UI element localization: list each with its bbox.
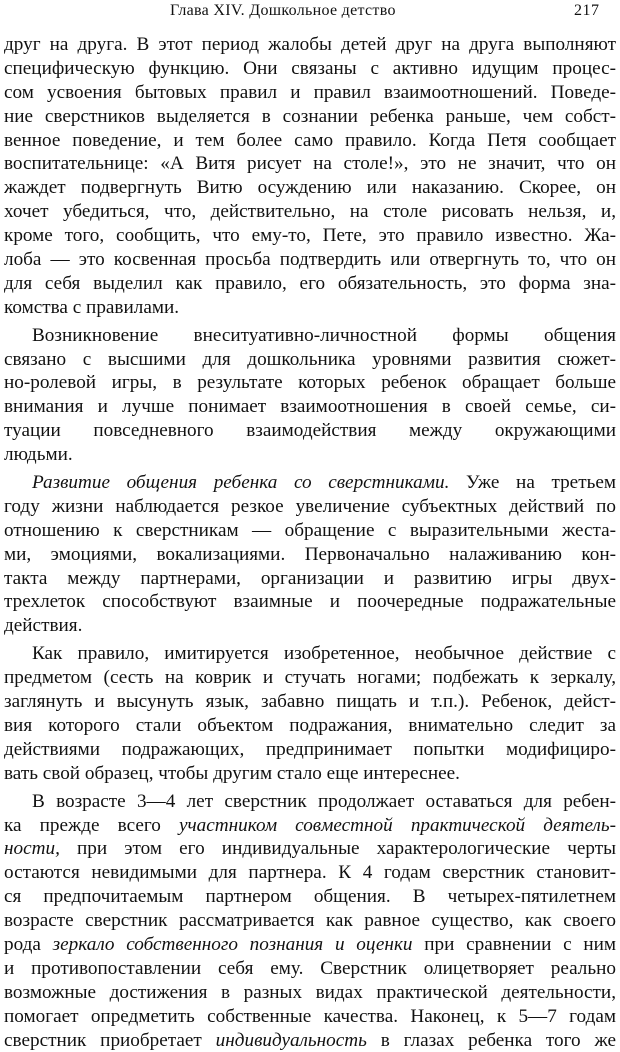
text-run: вать свой образец, чтобы другим стало еще интереснее. <box>4 762 460 784</box>
text-line <box>4 272 616 296</box>
text-run: году жизни наблюдается резкое увеличение субъектных действий по <box>4 495 616 517</box>
text-line <box>4 519 616 543</box>
text-line <box>4 248 616 272</box>
text-line <box>4 176 616 200</box>
text-line <box>4 395 616 419</box>
text-run: ние сверстников выделяется в сознании ребенка раньше, чем собст- <box>4 105 616 127</box>
text-run: возрасте сверстник рассматривается как равное существо, как своего <box>4 910 616 932</box>
text-run: В возрасте 3—4 лет сверстник продолжает оставаться для ребен- <box>32 790 616 812</box>
italic-text: зеркало собственного познания и оценки <box>52 933 413 955</box>
text-line <box>4 614 616 638</box>
text-run: вия которого стали объектом подражания, внимательно следит за <box>4 714 616 736</box>
text-run: заглянуть и высунуть язык, забавно пищать и т.п.). Ребенок, дейст- <box>4 691 616 713</box>
body-text <box>4 33 616 1052</box>
text-line <box>4 642 616 666</box>
text-line <box>4 714 616 738</box>
text-run: помогает опредметить собственные качества. Наконец, к 5—7 годам <box>4 1005 616 1027</box>
text-run: возможные достижения в разных видах практической деятельности, <box>4 981 616 1003</box>
text-run: остаются невидимыми для партнера. К 4 годам сверстник становит- <box>4 862 616 884</box>
text-run: ка прежде всего <box>4 814 179 836</box>
text-line <box>4 33 616 57</box>
text-run: жаждет подвергнуть Витю осуждению или наказанию. Скорее, он <box>4 177 616 199</box>
italic-text: индивидуальность <box>215 1029 367 1051</box>
text-line <box>4 81 616 105</box>
text-line <box>4 981 616 1005</box>
text-run: внимания и лучше понимает взаимоотношения в своей семье, си- <box>4 396 616 418</box>
text-run: при сравнении с ним <box>412 933 616 955</box>
text-line <box>4 885 616 909</box>
text-run: комства с правилами. <box>4 296 180 318</box>
text-line <box>4 152 616 176</box>
text-line <box>4 443 616 467</box>
text-run: предметом (сесть на коврик и стучать ногами; подбежать к зеркалу, <box>4 667 616 689</box>
text-line <box>4 690 616 714</box>
text-run: ся предпочитаемым партнером общения. В четырех-пятилетнем <box>4 886 616 908</box>
text-line <box>4 419 616 443</box>
text-run: специфическую функцию. Они связаны с активно идущим процес- <box>4 57 616 79</box>
text-run: венное поведение, и тем более само правило. Когда Петя сообщает <box>4 129 616 151</box>
text-line <box>4 590 616 614</box>
text-line <box>4 861 616 885</box>
text-line <box>4 105 616 129</box>
text-run: сверстник приобретает <box>4 1029 216 1051</box>
text-run: лоба — это косвенная просьба подтвердить или отвергнуть то, что он <box>4 249 616 271</box>
text-line <box>4 224 616 248</box>
italic-text: ности, <box>4 838 60 860</box>
text-line <box>4 567 616 591</box>
text-run: ми, эмоциями, вокализациями. Первоначально налаживанию кон- <box>4 543 616 565</box>
text-run: в глазах ребенка того же <box>366 1029 616 1051</box>
text-run: кроме того, сообщить, что ему-то, Пете, это правило известно. Жа- <box>4 225 616 247</box>
running-header <box>0 0 620 26</box>
italic-text: Развитие общения ребенка со сверстниками. <box>32 472 450 494</box>
text-line <box>4 1029 616 1052</box>
text-run: Уже на третьем <box>449 472 616 494</box>
text-line <box>4 200 616 224</box>
text-line <box>4 324 616 348</box>
text-line <box>4 790 616 814</box>
text-run: действия. <box>4 615 83 637</box>
text-run: действиями подражающих, предпринимает попытки модифициро- <box>4 738 616 760</box>
text-run: но-ролевой игры, в результате которых ребенок обращает больше <box>4 372 616 394</box>
text-run: Возникновение внеситуативно-личностной формы общения <box>32 324 616 346</box>
chapter-title: Глава XIV. Дошкольное детство <box>170 2 396 19</box>
text-run: рода <box>4 933 53 955</box>
text-line <box>4 837 616 861</box>
text-run: при этом его индивидуальные характерологические черты <box>59 838 616 860</box>
text-line <box>4 957 616 981</box>
italic-text: участником совместной практической деятель- <box>178 814 616 836</box>
text-line <box>4 666 616 690</box>
text-line <box>4 738 616 762</box>
text-run: людьми. <box>4 444 73 466</box>
text-line <box>4 348 616 372</box>
text-line <box>4 471 616 495</box>
text-run: такта между партнерами, организации и развитию игры двух- <box>4 567 616 589</box>
text-line <box>4 129 616 153</box>
text-run: друг на друга. В этот период жалобы детей друг на друга выполняют <box>4 34 616 55</box>
text-run: сом усвоения бытовых правил и правил взаимоотношений. Поведе- <box>4 81 616 103</box>
text-run: связано с высшими для дошкольника уровнями развития сюжет- <box>4 348 616 370</box>
text-line <box>4 814 616 838</box>
text-run: воспитательнице: «А Витя рисует на столе!», это не значит, что он <box>4 153 616 175</box>
text-run: Как правило, имитируется изобретенное, необычное действие с <box>32 643 616 665</box>
text-line <box>4 57 616 81</box>
text-line <box>4 1005 616 1029</box>
text-line <box>4 762 616 786</box>
text-run: туации повседневного взаимодействия между окружающими <box>4 420 616 442</box>
text-run: для себя выделил как правило, его обязательность, это форма зна- <box>4 272 616 294</box>
text-run: хочет убедиться, что, действительно, на столе рисовать нельзя, и, <box>4 201 616 223</box>
text-run: отношению к сверстникам — обращение с выразительными жеста- <box>4 519 616 541</box>
text-line <box>4 543 616 567</box>
text-line <box>4 296 616 320</box>
text-line <box>4 371 616 395</box>
text-run: и противопоставлении себя ему. Сверстник олицетворяет реально <box>4 957 616 979</box>
text-line <box>4 933 616 957</box>
page-number: 217 <box>574 2 600 19</box>
text-line <box>4 909 616 933</box>
text-run: трехлеток способствуют взаимные и поочередные подражательные <box>4 591 616 613</box>
text-line <box>4 495 616 519</box>
